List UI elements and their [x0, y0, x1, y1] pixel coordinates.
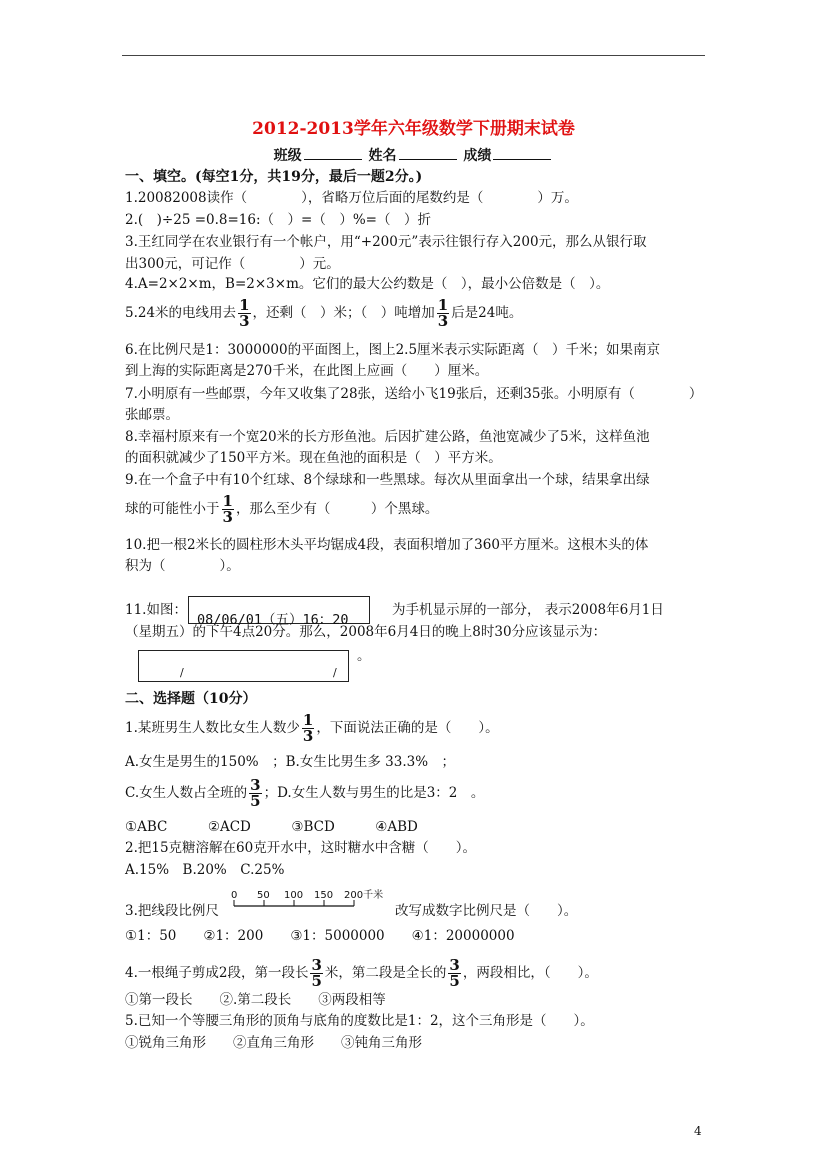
fraction-three-fifths: $\frac{3}{5}$ — [311, 956, 322, 990]
s2-q1-options-cd — [125, 778, 484, 809]
s2-q3-suffix: 改写成数字比例尺是（ ）。 — [395, 903, 578, 919]
page-title: 2012-2013学年六年级数学下册期末试卷 — [252, 119, 575, 139]
scale-label-200: 200千米 — [344, 890, 384, 901]
answer-slash: / — [180, 666, 184, 679]
student-info-line — [0, 145, 827, 165]
s2-q5-options: ①锐角三角形 ②直角三角形 ③钝角三角形 — [125, 1035, 422, 1051]
s1-q11-suffix: 为手机显示屏的一部分， 表示2008年6月1日 — [392, 602, 664, 618]
s2-q4-part2: 米，第二段是全长的 — [324, 965, 447, 981]
phone-display-text: 08/06/01（五）16：20 — [197, 612, 349, 628]
fraction-one-third: $\frac{1}{3}$ — [239, 296, 250, 330]
s1-q9-part1: 球的可能性小于 — [125, 501, 220, 517]
section2-heading: 二、选择题（10分） — [125, 691, 257, 707]
scale-label-100: 100 — [284, 890, 304, 901]
s1-q5-part2: ，还剩（ ）米；（ ）吨增加 — [252, 305, 435, 321]
top-rule — [122, 55, 705, 56]
section1-heading: 一、填空。(每空1分，共19分，最后一题2分。) — [125, 169, 423, 185]
name-blank — [399, 159, 457, 160]
s2-q3-prefix: 3.把线段比例尺 — [125, 903, 219, 919]
s1-q2: 2.( )÷25 =0.8=16:（ ）=（ ）%=（ ）折 — [125, 212, 431, 228]
fraction-one-third: $\frac{1}{3}$ — [222, 492, 233, 526]
line-segment-scale — [230, 889, 395, 915]
s1-q8-line1: 8.幸福村原来有一个宽20米的长方形鱼池。后因扩建公路，鱼池宽减少了5米，这样鱼池 — [125, 429, 650, 445]
s1-q8-line2: 的面积就减少了150平方米。现在鱼池的面积是（ ）平方米。 — [125, 450, 502, 466]
answer-slash: / — [333, 666, 337, 679]
s1-q1: 1.20082008读作（ ），省略万位后面的尾数约是（ ）万。 — [125, 190, 578, 206]
s1-q7-line1: 7.小明原有一些邮票，今年又收集了28张，送给小飞19张后，还剩35张。小明原有（ ） — [125, 386, 703, 402]
s2-q4-part1: 4.一根绳子剪成2段，第一段长 — [125, 965, 309, 981]
s1-q10-line1: 10.把一根2米长的圆柱形木头平均锯成4段，表面积增加了360平方厘米。这根木头的体 — [125, 537, 649, 553]
scale-label-150: 150 — [314, 890, 334, 901]
fraction-three-fifths: $\frac{3}{5}$ — [449, 956, 460, 990]
s1-q3-line1: 3.王红同学在农业银行有一个帐户，用“+200元”表示往银行存入200元，那么从银行取 — [125, 234, 647, 250]
s1-q9-line2 — [125, 494, 438, 525]
s1-q7-line2: 张邮票。 — [125, 407, 179, 423]
s1-q9-part2: ，那么至少有（ ）个黑球。 — [235, 501, 439, 517]
s1-q11-line2: （星期五）的下午4点20分。那么，2008年6月4日的晚上8时30分应该显示为： — [125, 624, 607, 640]
s2-q1-options-ab: A.女生是男生的150% ；B.女生比男生多 33.3% ； — [125, 754, 456, 770]
class-blank — [304, 159, 362, 160]
s1-q6-line1: 6.在比例尺是1：3000000的平面图上，图上2.5厘米表示实际距离（ ）千米；如果南京 — [125, 342, 661, 358]
s2-q1 — [125, 713, 499, 744]
score-label: 成绩 — [463, 148, 492, 164]
scale-label-0: 0 — [231, 890, 238, 901]
s1-q11-period: 。 — [357, 648, 371, 664]
s2-q3-options: ①1：50 ②1：200 ③1：5000000 ④1：20000000 — [125, 928, 515, 944]
s2-q1-optc: C.女生人数占全班的 — [125, 785, 248, 801]
score-blank — [493, 159, 551, 160]
fraction-one-third: $\frac{1}{3}$ — [437, 296, 449, 330]
s1-q10-line2: 积为（ ）。 — [125, 558, 240, 574]
s2-q1-optd: ；D.女生人数与男生的比是3：2 。 — [263, 785, 485, 801]
page-number: 4 — [694, 1124, 702, 1138]
s2-q4 — [125, 958, 598, 989]
scale-label-50: 50 — [257, 890, 270, 901]
s1-q4: 4.A=2×2×m，B=2×3×m。它们的最大公约数是（ ），最小公倍数是（ ）。 — [125, 276, 610, 292]
s2-q2: 2.把15克糖溶解在60克开水中，这时糖水中含糖（ ）。 — [125, 840, 476, 856]
s1-q3-line2: 出300元，可记作（ ）元。 — [125, 256, 340, 272]
fraction-one-third: $\frac{1}{3}$ — [302, 711, 314, 745]
s2-q4-part3: ，两段相比，（ ）。 — [462, 965, 598, 981]
name-label: 姓名 — [368, 148, 397, 164]
class-label: 班级 — [273, 148, 302, 164]
s2-q1-part1: 1.某班男生人数比女生人数少 — [125, 720, 300, 736]
s1-q6-line2: 到上海的实际距离是270千米，在此图上应画（ ）厘米。 — [125, 363, 489, 379]
fraction-three-fifths: $\frac{3}{5}$ — [250, 776, 261, 810]
s2-q1-choices: ①ABC ②ACD ③BCD ④ABD — [125, 819, 418, 835]
s2-q1-part2: ，下面说法正确的是（ ）。 — [316, 720, 499, 736]
s1-q5-part3: 后是24吨。 — [451, 305, 523, 321]
s1-q11-prefix: 11.如图： — [125, 602, 187, 618]
s1-q9-line1: 9.在一个盒子中有10个红球、8个绿球和一些黑球。每次从里面拿出一个球，结果拿出绿 — [125, 472, 650, 488]
s1-q5 — [125, 298, 522, 329]
s2-q5: 5.已知一个等腰三角形的顶角与底角的度数比是1：2，这个三角形是（ ）。 — [125, 1013, 594, 1029]
s2-q2-options: A.15% B.20% C.25% — [125, 862, 285, 878]
s2-q4-options: ①第一段长 ②.第二段长 ③两段相等 — [125, 992, 386, 1008]
answer-display-box — [138, 650, 349, 682]
s1-q5-part1: 5.24米的电线用去 — [125, 305, 237, 321]
